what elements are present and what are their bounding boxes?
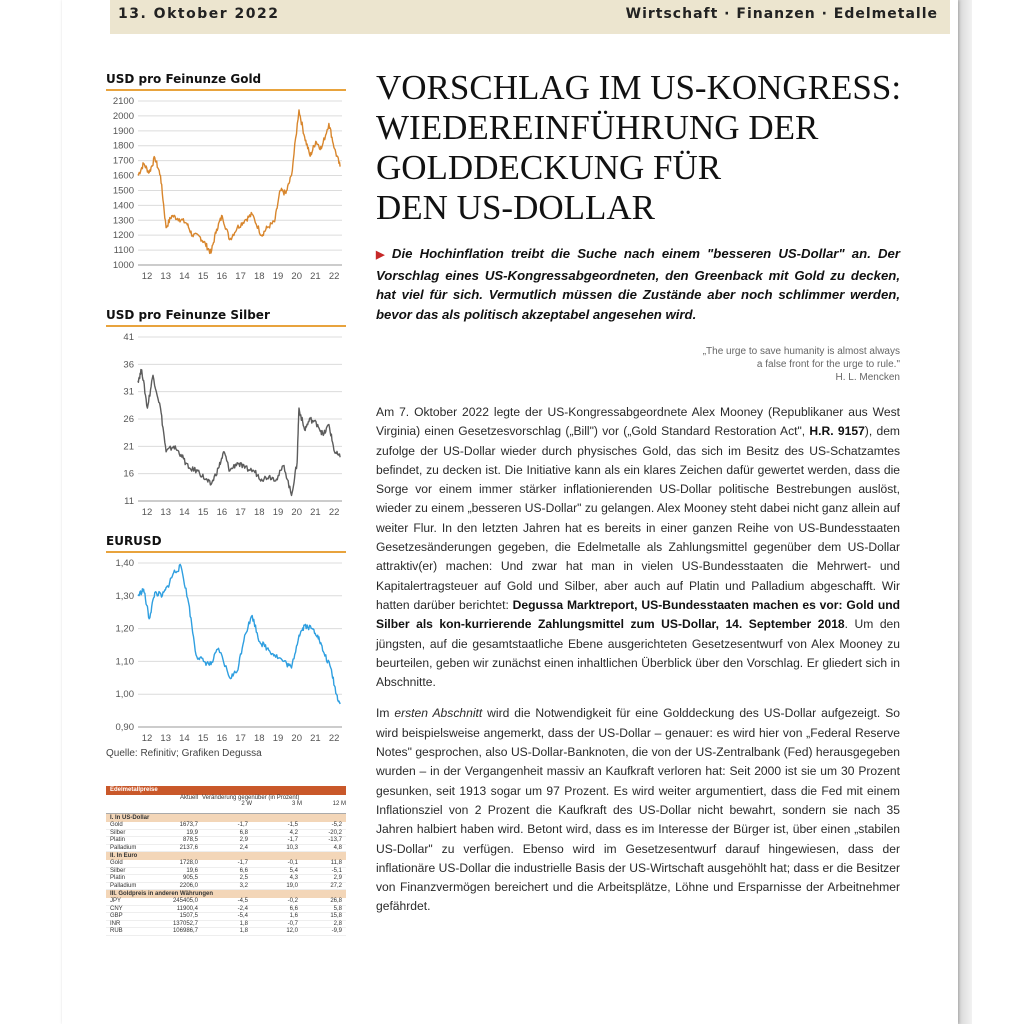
table-section-header: II. In Euro (106, 852, 346, 860)
x-tick-label: 12 (141, 733, 153, 744)
table-cell: RUB (110, 928, 123, 934)
y-tick-label: 41 (123, 332, 134, 343)
table-cell: 2206,0 (179, 882, 198, 889)
gold-chart (106, 72, 346, 291)
y-tick-label: 1000 (112, 260, 134, 271)
series-line (138, 370, 340, 496)
table-cell: Platin (110, 837, 126, 843)
y-tick-label: 1,20 (115, 623, 134, 635)
headline-line: WIEDEREINFÜHRUNG DER (376, 108, 819, 147)
article-lead (376, 244, 900, 324)
series-line (138, 564, 340, 704)
table-cell: -5,2 (331, 822, 342, 828)
table-cell: 3,2 (239, 882, 248, 889)
table-row (106, 860, 346, 868)
table-cell: 19,0 (286, 882, 298, 889)
table-cell: 2137,6 (179, 844, 198, 851)
bill-number: H.R. 9157 (809, 424, 865, 439)
table-cell: 6,8 (239, 829, 248, 836)
table-cell: 11,8 (330, 860, 342, 866)
table-cell: 12,0 (286, 928, 298, 934)
eurusd-chart-title: EURUSD (106, 534, 346, 553)
table-cell: -9,9 (331, 928, 342, 934)
table-cell: -1,7 (237, 860, 248, 866)
emphasis: ersten Abschnitt (394, 706, 483, 721)
section-label: Wirtschaft · Finanzen · Edelmetalle (625, 6, 938, 22)
table-cell: 137052,7 (172, 920, 198, 927)
table-title: Edelmetallpreise (106, 786, 346, 795)
table-cell: -0,7 (287, 920, 298, 927)
table-cell: -1,7 (237, 822, 248, 828)
table-cell: 1507,5 (179, 913, 198, 919)
table-cell: 2,4 (239, 844, 248, 851)
table-cell: INR (110, 920, 121, 927)
x-tick-label: 13 (160, 733, 172, 744)
x-tick-label: 21 (310, 507, 321, 518)
table-cell: 905,5 (182, 875, 198, 881)
y-tick-label: 1700 (112, 155, 134, 167)
table-cell: 15,8 (330, 913, 342, 919)
table-cell: Palladium (110, 882, 137, 889)
table-cell: -1,7 (287, 837, 298, 843)
headline-line: VORSCHLAG IM US-KONGRESS: (376, 68, 902, 107)
y-tick-label: 31 (123, 386, 134, 398)
table-cell: 1728,0 (179, 860, 198, 866)
series-line (138, 110, 340, 254)
table-cell: 878,5 (182, 837, 198, 843)
table-cell: 19,9 (186, 829, 198, 836)
table-cell: Silber (110, 829, 126, 836)
article-body (376, 403, 900, 929)
gold-chart-svg (106, 95, 346, 291)
epigraph-quote (622, 345, 900, 384)
table-cell: 10,3 (286, 844, 298, 851)
table-header (106, 795, 346, 814)
x-tick-label: 15 (197, 507, 209, 518)
table-row (106, 845, 346, 853)
table-cell: 11900,4 (176, 905, 198, 912)
y-tick-label: 1,30 (115, 590, 134, 602)
chart-source: Quelle: Refinitiv; Grafiken Degussa (106, 748, 262, 759)
page-header (110, 0, 950, 34)
x-tick-label: 12 (141, 271, 153, 282)
y-tick-label: 1100 (113, 245, 134, 257)
table-cell: -5,4 (237, 913, 248, 919)
y-tick-label: 2100 (112, 96, 134, 107)
y-tick-label: 0,90 (115, 722, 134, 733)
eurusd-chart-svg (106, 557, 346, 753)
table-cell: 106986,7 (172, 928, 198, 934)
y-tick-label: 1300 (112, 215, 134, 227)
table-cell: 5,4 (289, 867, 298, 874)
table-cell: 2,5 (239, 875, 248, 881)
y-tick-label: 1800 (112, 140, 134, 152)
table-cell: -4,5 (237, 898, 248, 904)
x-tick-label: 17 (235, 733, 246, 744)
x-tick-label: 16 (216, 271, 228, 282)
table-cell: 19,6 (186, 867, 198, 874)
table-cell: -5,1 (331, 867, 342, 874)
table-cell: CNY (110, 905, 123, 912)
y-tick-label: 36 (123, 359, 134, 371)
x-tick-label: 16 (216, 733, 228, 744)
x-tick-label: 14 (179, 507, 190, 518)
quote-line: „The urge to save humanity is almost always (702, 346, 900, 357)
table-cell: Palladium (110, 844, 137, 851)
table-cell: 6,6 (289, 905, 298, 912)
table-cell: 1,8 (239, 920, 248, 927)
table-section-header: I. In US-Dollar (106, 814, 346, 822)
table-row (106, 921, 346, 929)
table-cell: 2,9 (333, 875, 342, 881)
table-cell: -0,1 (287, 860, 298, 866)
col-3m: 3 M (291, 801, 302, 807)
table-section-header: III. Goldpreis in anderen Währungen (106, 890, 346, 898)
table-row (106, 868, 346, 876)
gold-chart-title: USD pro Feinunze Gold (106, 72, 346, 91)
x-tick-label: 14 (179, 733, 190, 744)
headline-line: GOLDDECKUNG FÜR (376, 148, 722, 187)
table-cell: -0,2 (287, 898, 298, 904)
table-cell: -20,2 (328, 829, 342, 836)
eurusd-chart (106, 534, 346, 753)
col-2w: 2 W (241, 801, 252, 807)
table-cell: 245405,0 (172, 898, 198, 904)
table-cell: JPY (110, 898, 122, 904)
x-tick-label: 17 (235, 507, 246, 518)
x-tick-label: 20 (291, 733, 303, 744)
x-tick-label: 17 (235, 271, 246, 282)
col-current: Aktuell (179, 795, 198, 801)
table-cell: -13,7 (328, 837, 342, 843)
triangle-bullet-icon: ▶ (376, 249, 388, 261)
col-12m: 12 M (332, 801, 346, 807)
x-tick-label: 12 (141, 507, 153, 518)
table-cell: Silber (110, 867, 126, 874)
x-tick-label: 21 (310, 271, 321, 282)
x-tick-label: 22 (328, 271, 340, 282)
x-tick-label: 13 (160, 271, 172, 282)
table-row (106, 830, 346, 838)
quote-line: a false front for the urge to rule." (756, 359, 900, 370)
table-row (106, 837, 346, 845)
y-tick-label: 1600 (112, 170, 134, 182)
page-shadow (958, 0, 972, 1024)
y-tick-label: 1,00 (115, 689, 134, 701)
y-tick-label: 1900 (112, 125, 134, 137)
x-tick-label: 19 (272, 271, 284, 282)
y-tick-label: 1,40 (115, 558, 134, 569)
article-headline (376, 68, 916, 228)
y-tick-label: 26 (123, 414, 134, 425)
x-tick-label: 16 (216, 507, 228, 518)
table-cell: Gold (110, 822, 123, 828)
quote-author: H. L. Mencken (835, 372, 900, 383)
precious-metals-table (106, 786, 346, 936)
table-cell: 1673,7 (179, 822, 198, 828)
table-cell: -2,4 (237, 905, 248, 912)
table-row (106, 883, 346, 891)
table-cell: Gold (110, 860, 123, 866)
table-row (106, 928, 346, 936)
document-page (62, 0, 958, 1024)
table-cell: 2,8 (333, 920, 342, 927)
x-tick-label: 14 (179, 271, 190, 282)
table-cell: 27,2 (330, 882, 342, 889)
table-row (106, 822, 346, 830)
silver-chart (106, 308, 346, 527)
table-body (106, 814, 346, 936)
report-reference: Degussa Marktreport, US-Bundesstaaten machen es vor: Gold und Silber als kon-kurrierende Zahlungsmittel zum US-Dollar, 14. September 2018 (376, 597, 900, 632)
y-tick-label: 1200 (112, 230, 134, 242)
paragraph: Am 7. Oktober 2022 legte der US-Kongressabgeordnete Alex Mooney (Republikaner aus West Virginia) einen Gesetzesvorschlag („Bill") vor („Gold Standard Restoration Act", H.R. 9157), dem zufolge der US-Dollar wieder durch physisches Gold, das sich im Besitz des US-Schatzamtes befindet, zu decken ist. Die Initiative kann als ein klares Zeichen dafür gewertet werden, dass die Sorge vor einem immer stärker inflationierenden US-Dollar politische Bestrebungen auslöst, wieder zu einem „besseren US-Dollar" zu gelangen. Alex Mooney steht dabei nicht ganz allein auf weiter Flur. In den letzten Jahren hat es bereits in einer ganzen Reihe von US-Bundesstaaten Gesetzesänderungen gegeben, die Edelmetalle als Zahlungsmittel gegenüber dem US-Dollar attraktiv(er) machen: Und zwar hat man in vielen US-Bundesstaaten die Mehrwert- und Kapitalertragsteuer auf Gold und Silber, aber auch auf Platin und Palladium abgeschafft. Wir hatten darüber berichtet: Degussa Marktreport, US-Bundesstaaten machen es vor: Gold und Silber als kon-kurrierende Zahlungsmittel zum US-Dollar, 14. September 2018. Um den jüngsten, auf die gesamtstaatliche Ebene ausgerichteten Gesetzesentwurf von Alex Mooney zu beurteilen, geben wir zunächst einen inhaltlichen Überblick über den Vorschlag. Er gliedert sich in Abschnitte. (376, 405, 900, 690)
x-tick-label: 13 (160, 507, 172, 518)
y-tick-label: 11 (124, 496, 134, 507)
x-tick-label: 19 (272, 733, 284, 744)
table-cell: 6,6 (239, 867, 248, 874)
table-cell: -1,5 (287, 822, 298, 828)
lead-text: Die Hochinflation treibt die Suche nach einem "besseren US-Dollar" an. Der Vorschlag eines US-Kongressabgeordneten, den Greenback mit Gold zu decken, hat viel für sich. Vermutlich müssen die Zustände aber noch schlimmer werden, bevor das als politisch akzeptabel angesehen wird. (376, 246, 900, 322)
table-row (106, 875, 346, 883)
table-cell: 1,8 (239, 928, 248, 934)
y-tick-label: 21 (123, 441, 134, 453)
headline-line: DEN US-DOLLAR (376, 188, 656, 227)
table-row (106, 913, 346, 921)
y-tick-label: 1400 (112, 200, 134, 212)
x-tick-label: 19 (272, 507, 284, 518)
col-change: Veränderung gegenüber (in Prozent) (202, 795, 300, 801)
table-cell: 4,2 (289, 829, 298, 836)
y-tick-label: 1500 (112, 185, 134, 197)
x-tick-label: 20 (291, 507, 303, 518)
table-cell: 4,3 (289, 875, 298, 881)
x-tick-label: 22 (328, 733, 340, 744)
x-tick-label: 18 (254, 733, 265, 744)
silver-chart-svg (106, 331, 346, 527)
issue-date: 13. Oktober 2022 (118, 6, 280, 22)
table-cell: 2,9 (239, 837, 248, 843)
table-row (106, 906, 346, 914)
y-tick-label: 1,10 (115, 656, 134, 668)
x-tick-label: 21 (310, 733, 321, 744)
table-cell: Platin (110, 875, 126, 881)
table-cell: GBP (110, 913, 123, 919)
table-cell: 26,8 (330, 898, 342, 904)
table-cell: 4,8 (333, 844, 342, 851)
x-tick-label: 18 (254, 271, 265, 282)
table-row (106, 898, 346, 906)
y-tick-label: 16 (123, 468, 134, 480)
x-tick-label: 15 (197, 271, 209, 282)
table-cell: 5,8 (333, 905, 342, 912)
silver-chart-title: USD pro Feinunze Silber (106, 308, 346, 327)
x-tick-label: 20 (291, 271, 303, 282)
table-cell: 1,6 (289, 913, 298, 919)
paragraph: Im ersten Abschnitt wird die Notwendigkeit für eine Golddeckung des US-Dollar aufgezeigt. So wird beispielsweise angemerkt, dass der US-Dollar – genauer: es wird hier von „Federal Reserve Notes" gesprochen, also US-Dollar-Banknoten, die von der US-Zentralbank (Fed) herausgegeben wurden – in der Vergangenheit massiv an Kaufkraft verloren hat: Seit 2000 ist sie um 30 Prozent gesunken, seit 1913 sogar um 97 Prozent. Es wird weiter argumentiert, dass die Fed mit einem Inflationsziel von 2 Prozent die Kaufkraft des US-Dollar nicht bewahrt, sondern sie nach 35 Jahren halbiert haben wird. Betont wird, dass es im Interesse der Bürger ist, über einen „stabilen US-Dollar" zu verfügen. Ebenso wird im Gesetzesentwurf darauf hingewiesen, dass der inflationäre US-Dollar die industrielle Basis der US-Wirtschaft ausgehöhlt hat; dass er die Besitzer von Finanzvermögen bereichert und die Arbeitsplätze, Löhne und Ersparnisse der Arbeitnehmer gefährdet. (376, 706, 901, 914)
x-tick-label: 18 (254, 507, 265, 518)
x-tick-label: 15 (197, 733, 209, 744)
x-tick-label: 22 (328, 507, 340, 518)
y-tick-label: 2000 (112, 110, 134, 122)
